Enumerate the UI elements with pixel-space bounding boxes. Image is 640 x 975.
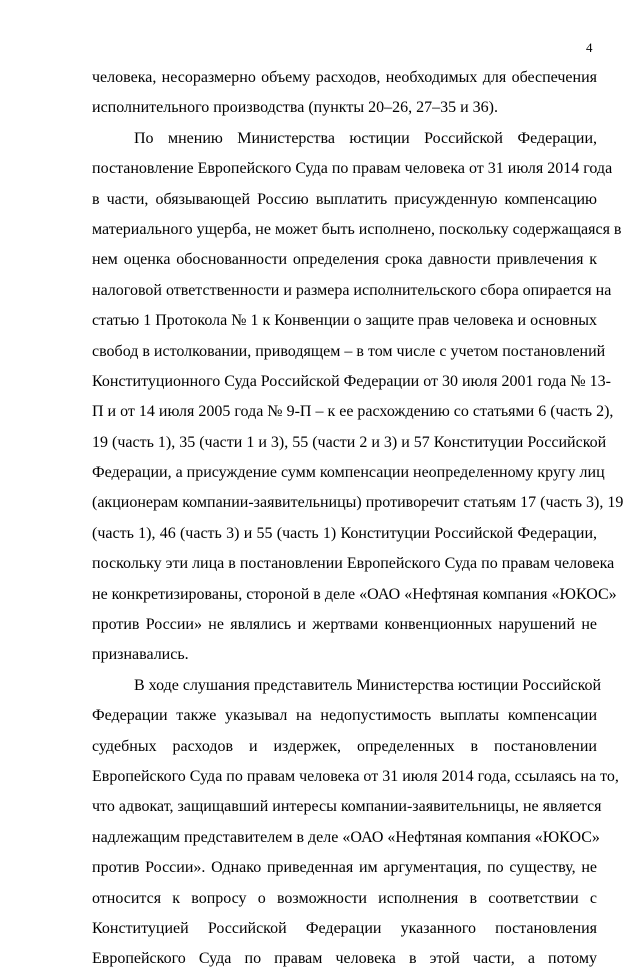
- text-line: относится к вопросу о возможности исполнения в соответствии с: [92, 889, 597, 907]
- paragraph-first-line: По мнению Министерства юстиции Российской Федерации,: [134, 129, 597, 147]
- text-line: не конкретизированы, стороной в деле «ОАО «Нефтяная компания «ЮКОС»: [92, 585, 617, 603]
- text-line: постановление Европейского Суда по правам человека от 31 июля 2014 года: [92, 160, 613, 178]
- text-line: против России» не являлись и жертвами конвенционных нарушений не: [92, 616, 597, 634]
- text-line: Конституционного Суда Российской Федерации от 30 июля 2001 года № 13-: [92, 372, 611, 390]
- text-line: П и от 14 июля 2005 года № 9-П – к ее расхождению со статьями 6 (часть 2),: [92, 403, 614, 421]
- text-line: налоговой ответственности и размера исполнительского сбора опирается на: [92, 281, 612, 299]
- paragraph-end-line: признавались.: [92, 646, 189, 664]
- text-line: статью 1 Протокола № 1 к Конвенции о защите прав человека и основных: [92, 312, 597, 330]
- page-number: 4: [586, 40, 593, 55]
- text-line: против России». Однако приведенная им аргументация, по существу, не: [92, 859, 597, 877]
- paragraph-end-line: исполнительного производства (пункты 20–26, 27–35 и 36).: [92, 99, 498, 117]
- text-line: судебных расходов и издержек, определенных в постановлении: [92, 737, 597, 755]
- text-line: Европейского Суда по правам человека от 31 июля 2014 года, ссылаясь на то,: [92, 767, 619, 785]
- text-line: (акционерам компании-заявительницы) противоречит статьям 17 (часть 3), 19: [92, 494, 624, 512]
- text-line: что адвокат, защищавший интересы компании-заявительницы, не является: [92, 798, 602, 816]
- document-body: [92, 63, 624, 975]
- text-line: в части, обязывающей Россию выплатить присужденную компенсацию: [92, 190, 597, 208]
- text-line: человека, несоразмерно объему расходов, необходимых для обеспечения: [92, 69, 597, 86]
- text-line: Конституцией Российской Федерации указанного постановления: [92, 919, 597, 937]
- text-line: поскольку эти лица в постановлении Европейского Суда по правам человека: [92, 555, 615, 573]
- text-line: нем оценка обоснованности определения срока давности привлечения к: [92, 251, 597, 269]
- text-line: Федерации также указывал на недопустимость выплаты компенсации: [92, 707, 597, 725]
- text-line: материального ущерба, не может быть исполнено, поскольку содержащаяся в: [92, 220, 622, 238]
- text-line: (часть 1), 46 (часть 3) и 55 (часть 1) Конституции Российской Федерации,: [92, 524, 597, 542]
- text-line: 19 (часть 1), 35 (части 1 и 3), 55 (части 2 и 3) и 57 Конституции Российской: [92, 433, 607, 451]
- text-line: Федерации, а присуждение сумм компенсации неопределенному кругу лиц: [92, 464, 605, 482]
- paragraph-first-line: В ходе слушания представитель Министерства юстиции Российской: [134, 676, 602, 694]
- text-line: свобод в истолковании, приводящем – в том числе с учетом постановлений: [92, 342, 606, 360]
- text-line: Европейского Суда по правам человека в этой части, а потому: [92, 950, 597, 968]
- text-line: надлежащим представителем в деле «ОАО «Нефтяная компания «ЮКОС»: [92, 828, 600, 846]
